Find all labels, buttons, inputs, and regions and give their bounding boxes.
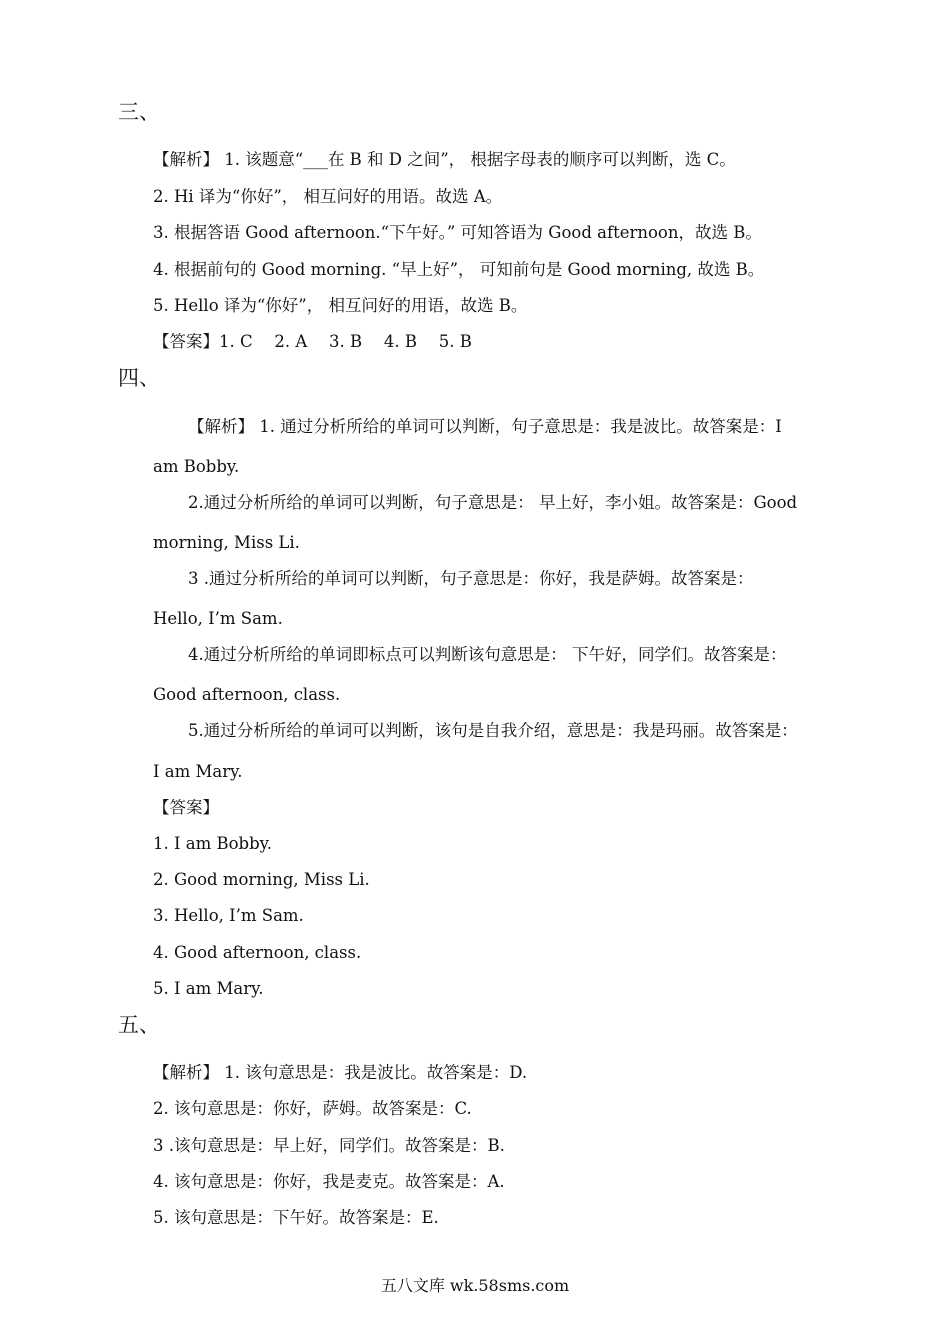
section-heading: 五、 bbox=[118, 1013, 160, 1037]
analysis-line: 3. 根据答语 Good afternoon.“下午好。” 可知答语为 Good afternoon，故选 B。 bbox=[153, 223, 762, 242]
page-footer: 五八文库 wk.58sms.com bbox=[380, 1276, 570, 1295]
analysis-line: 5. Hello 译为“你好”， 相互问好的用语，故选 B。 bbox=[153, 296, 528, 315]
answer-line: 【答案】1. C 2. A 3. B 4. B 5. B bbox=[153, 332, 472, 351]
answer-line: 3. Hello, I’m Sam. bbox=[153, 906, 304, 925]
analysis-line: 5. 该句意思是：下午好。故答案是：E. bbox=[153, 1208, 439, 1227]
analysis-line: 【解析】 1. 该句意思是：我是波比。故答案是：D. bbox=[153, 1063, 528, 1082]
analysis-line: morning, Miss Li. bbox=[153, 533, 300, 552]
analysis-line: 4.通过分析所给的单词即标点可以判断该句意思是： 下午好，同学们。故答案是： bbox=[188, 645, 787, 664]
analysis-line: 2.通过分析所给的单词可以判断，句子意思是： 早上好，李小姐。故答案是：Good bbox=[188, 493, 798, 512]
analysis-line: Good afternoon, class. bbox=[153, 685, 341, 704]
analysis-line: 【解析】 1. 通过分析所给的单词可以判断，句子意思是：我是波比。故答案是：I bbox=[188, 417, 782, 436]
answer-line: 2. Good morning, Miss Li. bbox=[153, 870, 370, 889]
analysis-line: am Bobby. bbox=[153, 457, 240, 476]
analysis-line: 2. Hi 译为“你好”， 相互问好的用语。故选 A。 bbox=[153, 187, 503, 206]
analysis-line: 2. 该句意思是：你好，萨姆。故答案是：C. bbox=[153, 1099, 472, 1118]
analysis-line: I am Mary. bbox=[153, 762, 243, 781]
section-heading: 三、 bbox=[118, 100, 160, 124]
analysis-line: 【解析】 1. 该题意“___在 B 和 D 之间”， 根据字母表的顺序可以判断，选 C。 bbox=[153, 150, 736, 169]
analysis-line: 3 .通过分析所给的单词可以判断，句子意思是：你好，我是萨姆。故答案是： bbox=[188, 569, 754, 588]
analysis-line: 4. 该句意思是：你好，我是麦克。故答案是：A. bbox=[153, 1172, 505, 1191]
analysis-line: 5.通过分析所给的单词可以判断，该句是自我介绍，意思是：我是玛丽。故答案是： bbox=[188, 721, 798, 740]
analysis-line: 4. 根据前句的 Good morning. “早上好”， 可知前句是 Good morning, 故选 B。 bbox=[153, 260, 765, 279]
analysis-line: Hello, I’m Sam. bbox=[153, 609, 283, 628]
answer-line: 1. I am Bobby. bbox=[153, 834, 273, 853]
analysis-line: 3 .该句意思是：早上好，同学们。故答案是：B. bbox=[153, 1136, 505, 1155]
answer-line: 5. I am Mary. bbox=[153, 979, 264, 998]
section-heading: 四、 bbox=[118, 366, 160, 390]
answer-label: 【答案】 bbox=[153, 798, 219, 817]
answer-line: 4. Good afternoon, class. bbox=[153, 943, 362, 962]
